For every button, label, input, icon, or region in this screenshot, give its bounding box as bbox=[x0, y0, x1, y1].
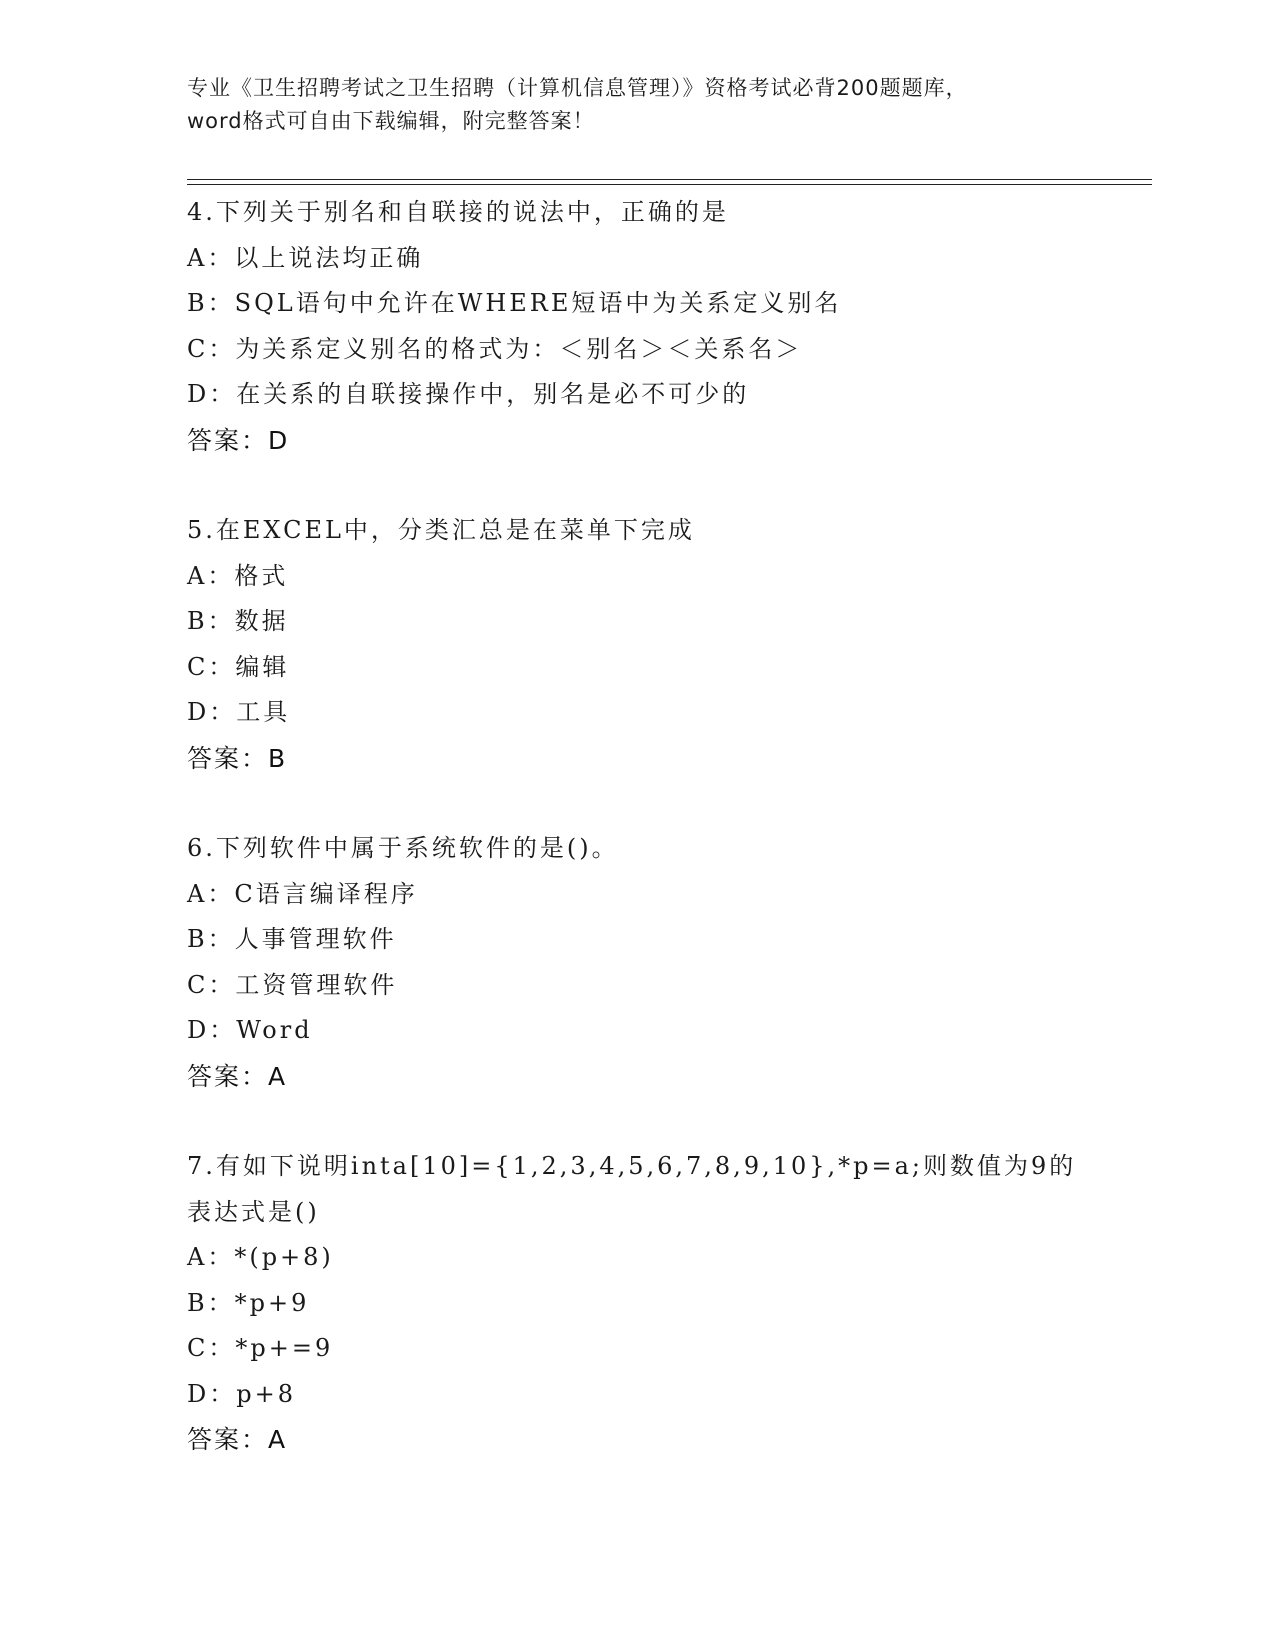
header-divider-bottom bbox=[187, 184, 1152, 185]
question-spacer bbox=[187, 781, 1147, 826]
question-stem: 4.下列关于别名和自联接的说法中，正确的是 bbox=[187, 198, 729, 226]
answer-line: 答案：D bbox=[187, 425, 290, 455]
question-4 bbox=[187, 190, 1147, 463]
answer-line: 答案：A bbox=[187, 1425, 288, 1454]
header-divider-top bbox=[187, 179, 1152, 180]
question-stem: 5.在EXCEL中，分类汇总是在菜单下完成 bbox=[187, 516, 695, 544]
option-c: C：为关系定义别名的格式为：＜别名＞＜关系名＞ bbox=[187, 334, 803, 363]
question-list bbox=[187, 190, 1147, 1463]
option-d: D：在关系的自联接操作中，别名是必不可少的 bbox=[187, 380, 750, 408]
option-a: A：格式 bbox=[187, 561, 289, 590]
option-a: A：以上说法均正确 bbox=[187, 243, 424, 272]
option-d: D：p+8 bbox=[187, 1379, 296, 1408]
option-b: B：SQL语句中允许在WHERE短语中为关系定义别名 bbox=[187, 289, 842, 317]
question-spacer bbox=[187, 1099, 1147, 1144]
document-header bbox=[187, 72, 1107, 138]
question-6 bbox=[187, 826, 1147, 1099]
option-d: D：Word bbox=[187, 1016, 313, 1044]
question-stem-line-1: 7.有如下说明inta[10]={1,2,3,4,5,6,7,8,9,10},*p=a;则数值为9的 bbox=[187, 1152, 1077, 1180]
option-b: B：*p+9 bbox=[187, 1288, 310, 1317]
answer-line: 答案：A bbox=[187, 1061, 288, 1091]
question-stem-line-2: 表达式是() bbox=[187, 1197, 320, 1226]
question-7 bbox=[187, 1144, 1147, 1463]
option-a: A：*(p+8) bbox=[187, 1243, 334, 1271]
option-b: B：人事管理软件 bbox=[187, 925, 397, 953]
answer-line: 答案：B bbox=[187, 743, 288, 773]
option-c: C：*p+=9 bbox=[187, 1334, 334, 1362]
question-5 bbox=[187, 508, 1147, 781]
header-line-1: 专业《卫生招聘考试之卫生招聘（计算机信息管理）》资格考试必背200题题库， bbox=[187, 76, 968, 100]
option-c: C：工资管理软件 bbox=[187, 970, 398, 999]
option-d: D：工具 bbox=[187, 698, 291, 726]
option-a: A：C语言编译程序 bbox=[187, 879, 418, 908]
option-c: C：编辑 bbox=[187, 652, 290, 681]
question-stem: 6.下列软件中属于系统软件的是()。 bbox=[187, 834, 619, 862]
question-spacer bbox=[187, 463, 1147, 508]
option-b: B：数据 bbox=[187, 607, 289, 635]
header-line-2: word格式可自由下载编辑，附完整答案！ bbox=[187, 109, 595, 133]
